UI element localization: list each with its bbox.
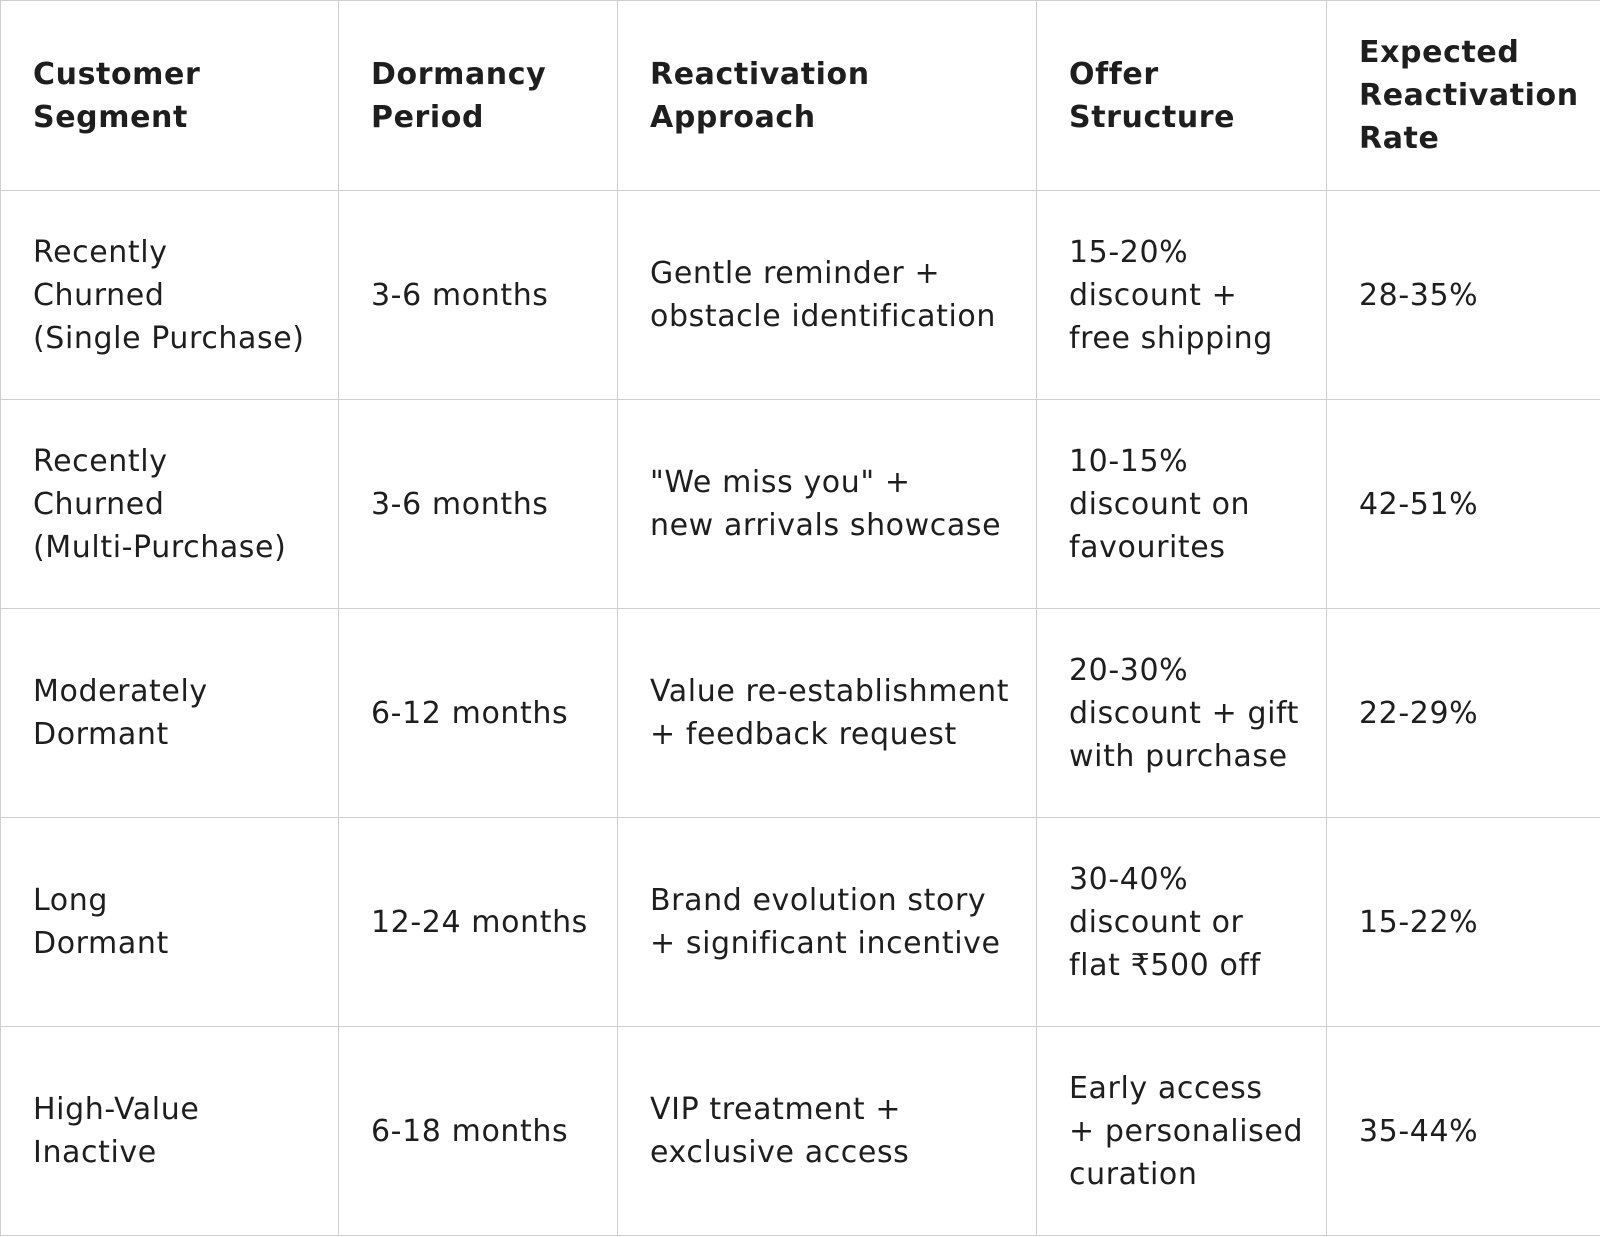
cell-offer: 10-15% discount on favourites (1037, 400, 1327, 609)
cell-approach: Value re-establishment + feedback request (618, 609, 1037, 818)
cell-rate: 35-44% (1327, 1027, 1600, 1236)
cell-segment: Long Dormant (1, 818, 339, 1027)
table-row (1, 400, 1600, 609)
cell-segment: Recently Churned (Multi-Purchase) (1, 400, 339, 609)
cell-rate: 15-22% (1327, 818, 1600, 1027)
header-reactivation-approach: Reactivation Approach (618, 1, 1037, 191)
table-header (1, 1, 1600, 191)
cell-rate: 28-35% (1327, 191, 1600, 400)
cell-dormancy: 6-18 months (339, 1027, 618, 1236)
cell-segment: Recently Churned (Single Purchase) (1, 191, 339, 400)
cell-approach: "We miss you" + new arrivals showcase (618, 400, 1037, 609)
table-row (1, 818, 1600, 1027)
table-row (1, 191, 1600, 400)
cell-offer: 20-30% discount + gift with purchase (1037, 609, 1327, 818)
header-row (1, 1, 1600, 191)
cell-approach: Gentle reminder + obstacle identification (618, 191, 1037, 400)
cell-dormancy: 3-6 months (339, 191, 618, 400)
cell-segment: High-Value Inactive (1, 1027, 339, 1236)
cell-approach: Brand evolution story + significant incentive (618, 818, 1037, 1027)
cell-offer: Early access + personalised curation (1037, 1027, 1327, 1236)
cell-dormancy: 6-12 months (339, 609, 618, 818)
cell-offer: 30-40% discount or flat ₹500 off (1037, 818, 1327, 1027)
table-row (1, 1027, 1600, 1236)
header-offer-structure: Offer Structure (1037, 1, 1327, 191)
table-body (1, 191, 1600, 1236)
table-row (1, 609, 1600, 818)
cell-rate: 22-29% (1327, 609, 1600, 818)
cell-dormancy: 12-24 months (339, 818, 618, 1027)
cell-segment: Moderately Dormant (1, 609, 339, 818)
cell-dormancy: 3-6 months (339, 400, 618, 609)
cell-offer: 15-20% discount + free shipping (1037, 191, 1327, 400)
header-dormancy-period: Dormancy Period (339, 1, 618, 191)
header-expected-reactivation-rate: Expected Reactivation Rate (1327, 1, 1600, 191)
header-customer-segment: Customer Segment (1, 1, 339, 191)
cell-approach: VIP treatment + exclusive access (618, 1027, 1037, 1236)
cell-rate: 42-51% (1327, 400, 1600, 609)
